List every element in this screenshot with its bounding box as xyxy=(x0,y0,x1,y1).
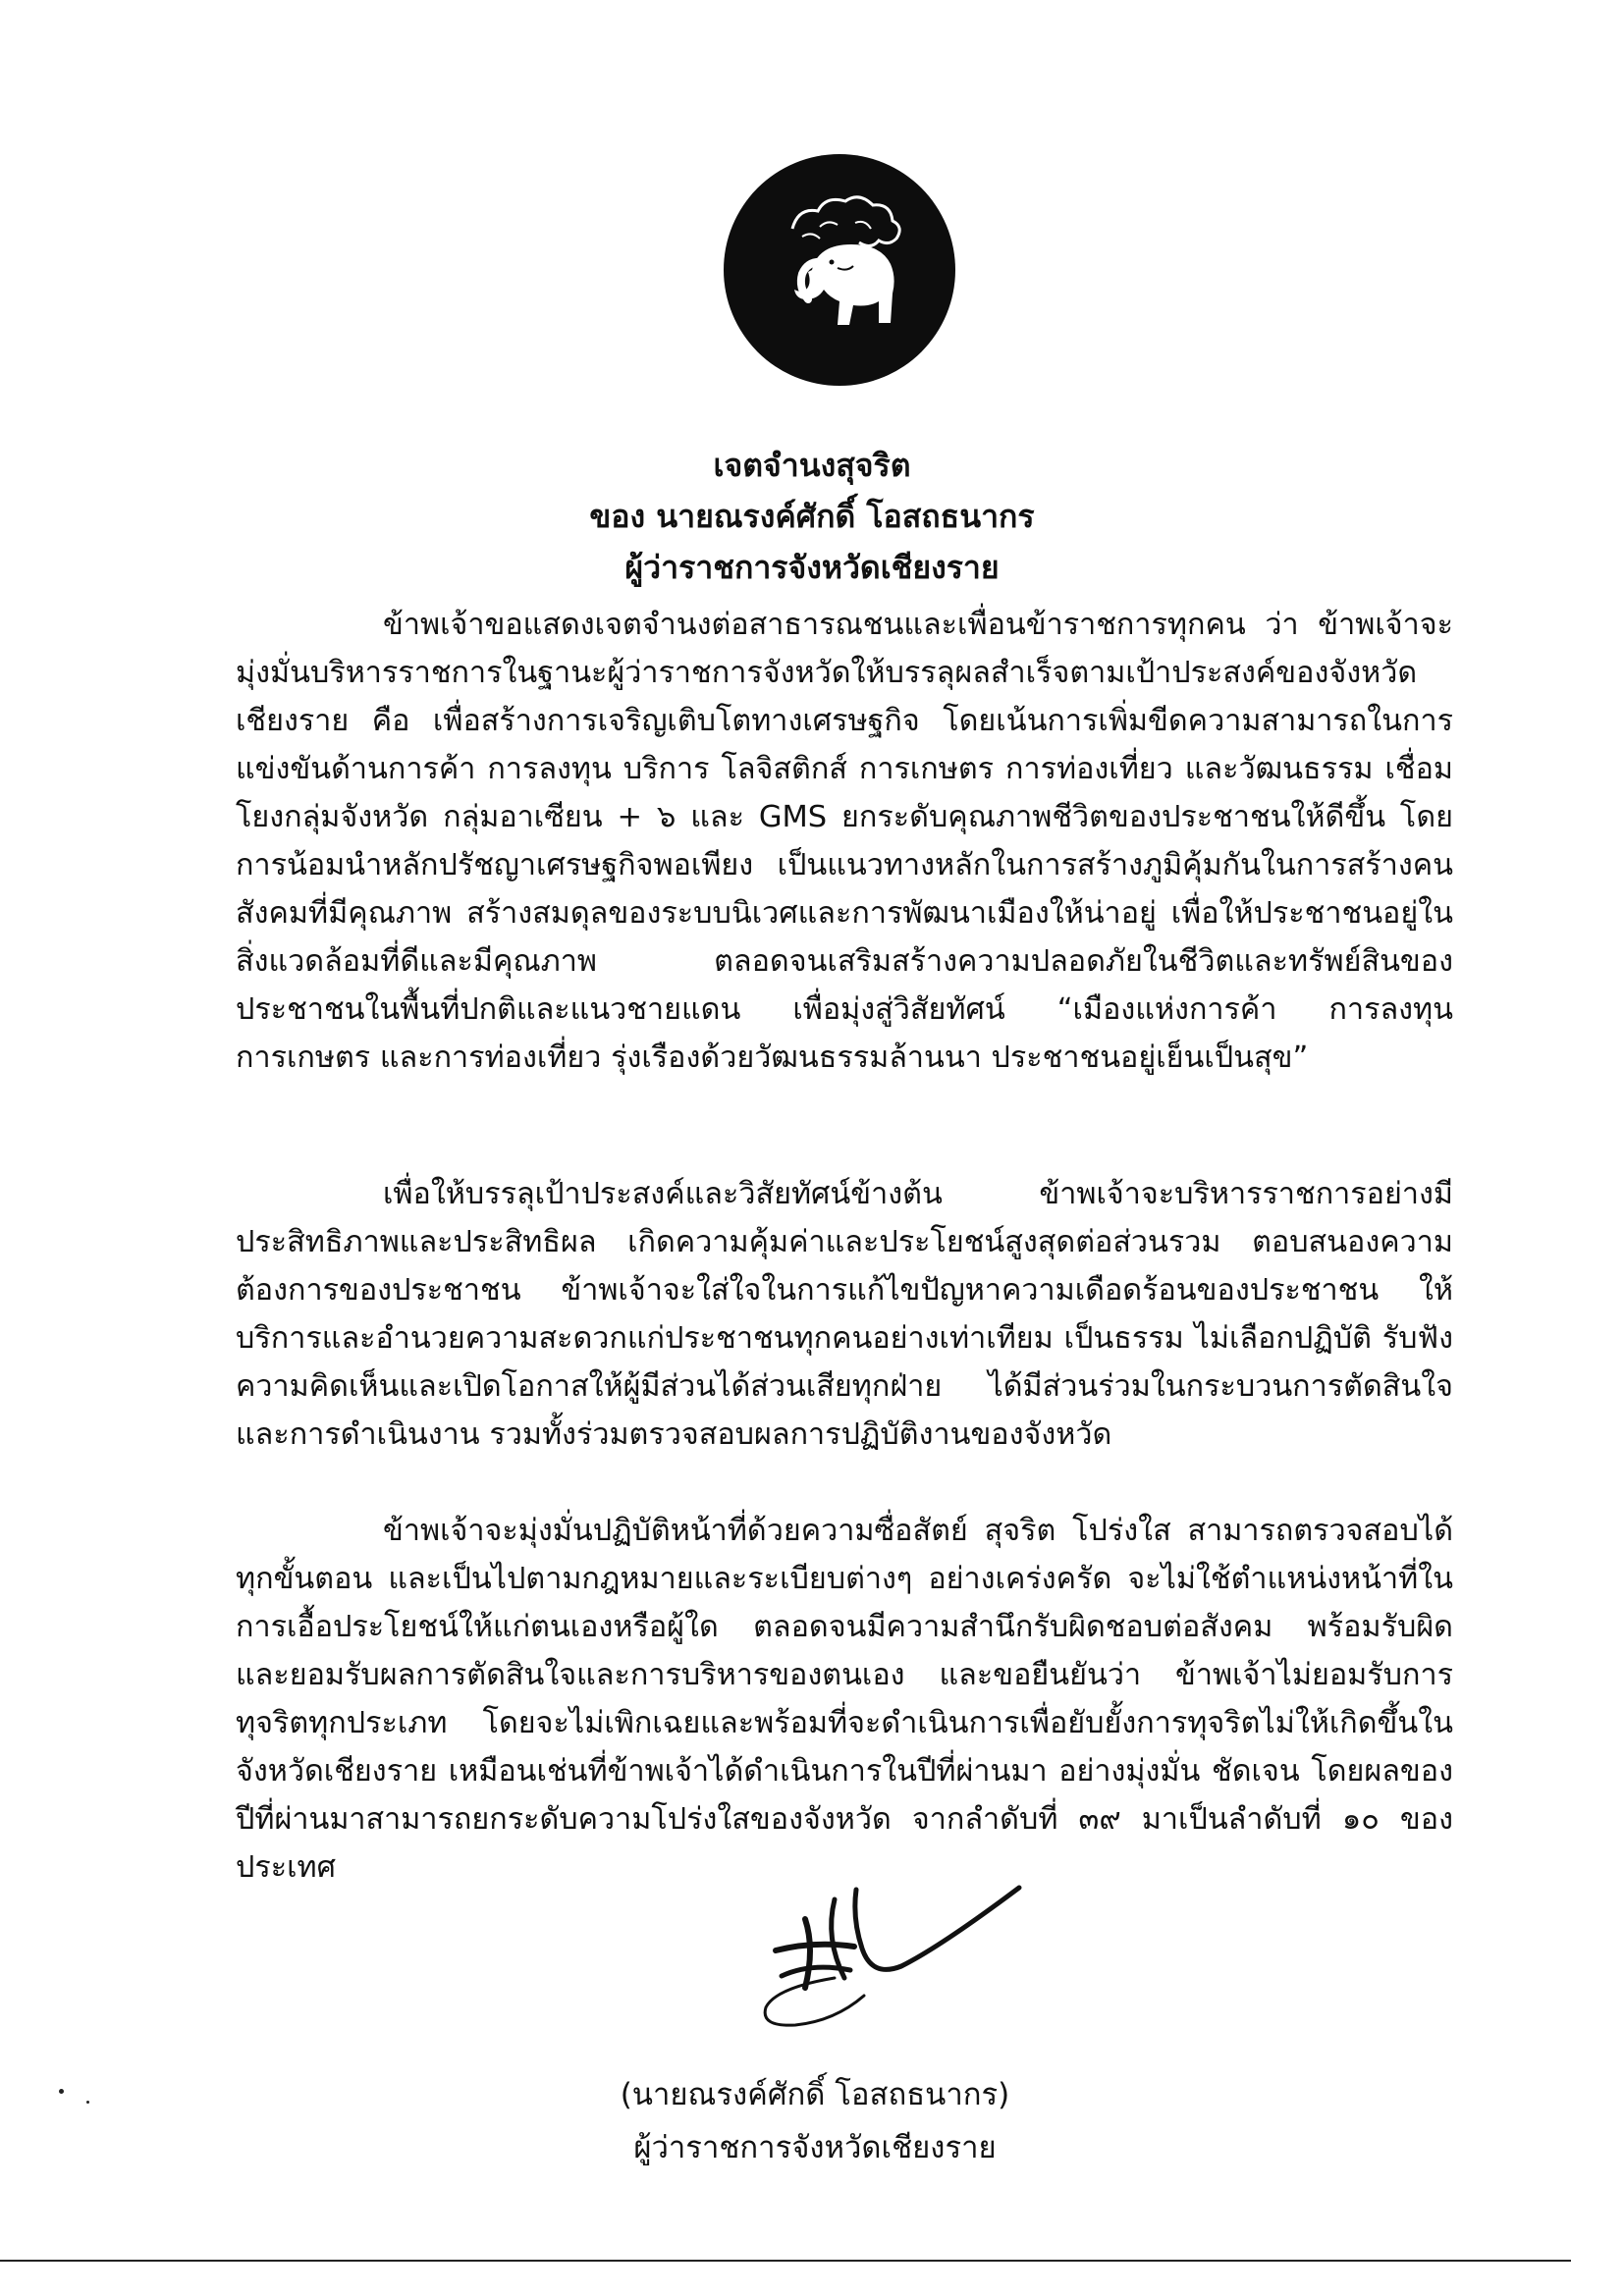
white-elephant-seal-icon xyxy=(722,152,957,388)
handwritten-signature xyxy=(687,1860,1080,2027)
paragraph-1: ข้าพเจ้าขอแสดงเจตจำนงต่อสาธารณชนและเพื่อนข้าราชการทุกคน ว่า ข้าพเจ้าจะมุ่งมั่นบริหารราชการในฐานะผู้ว่าราชการจังหวัดให้บรรลุผลสำเร็จตามเป้าประสงค์ของจังหวัดเชียงราย คือ เพื่อสร้างการเจริญเติบโตทางเศรษฐกิจ โดยเน้นการเพิ่มขีดความสามารถในการแข่งขันด้านการค้า การลงทุน บริการ โลจิสติกส์ การเกษตร การท่องเที่ยว และวัฒนธรรม เชื่อมโยงกลุ่มจังหวัด กลุ่มอาเซียน + ๖ และ GMS ยกระดับคุณภาพชีวิตของประชาชนให้ดีขึ้น โดยการน้อมนำหลักปรัชญาเศรษฐกิจพอเพียง เป็นแนวทางหลักในการสร้างภูมิคุ้มกันในการสร้างคน สังคมที่มีคุณภาพ สร้างสมดุลของระบบนิเวศและการพัฒนาเมืองให้น่าอยู่ เพื่อให้ประชาชนอยู่ในสิ่งแวดล้อมที่ดีและมีคุณภาพ ตลอดจนเสริมสร้างความปลอดภัยในชีวิตและทรัพย์สินของประชาชนในพื้นที่ปกติและแนวชายแดน เพื่อมุ่งสู่วิสัยทัศน์ “เมืองแห่งการค้า การลงทุน การเกษตร และการท่องเที่ยว รุ่งเรืองด้วยวัฒนธรรมล้านนา ประชาชนอยู่เย็นเป็นสุข” xyxy=(236,608,1453,1075)
scan-speck xyxy=(59,2089,64,2094)
paragraph-3-block xyxy=(236,1507,1453,1892)
scan-speck xyxy=(86,2101,89,2104)
paragraph-3: ข้าพเจ้าจะมุ่งมั่นปฏิบัติหน้าที่ด้วยความซื่อสัตย์ สุจริต โปร่งใส สามารถตรวจสอบได้ทุกขั้นตอน และเป็นไปตามกฎหมายและระเบียบต่างๆ อย่างเคร่งครัด จะไม่ใช้ตำแหน่งหน้าที่ในการเอื้อประโยชน์ให้แก่ตนเองหรือผู้ใด ตลอดจนมีความสำนึกรับผิดชอบต่อสังคม พร้อมรับผิดและยอมรับผลการตัดสินใจและการบริหารของตนเอง และขอยืนยันว่า ข้าพเจ้าไม่ยอมรับการทุจริตทุกประเภท โดยจะไม่เพิกเฉยและพร้อมที่จะดำเนินการเพื่อยับยั้งการทุจริตไม่ให้เกิดขึ้นในจังหวัดเชียงราย เหมือนเช่นที่ข้าพเจ้าได้ดำเนินการในปีที่ผ่านมา อย่างมุ่งมั่น ชัดเจน โดยผลของปีที่ผ่านมาสามารถยกระดับความโปร่งใสของจังหวัด จากลำดับที่ ๓๙ มาเป็นลำดับที่ ๑๐ ของประเทศ xyxy=(236,1514,1453,1885)
scan-edge-line xyxy=(0,2260,1571,2262)
paragraph-2-block xyxy=(236,1170,1453,1459)
document-heading xyxy=(0,440,1624,593)
signatory-title: ผู้ว่าราชการจังหวัดเชียงราย xyxy=(633,2130,997,2165)
paragraph-1-block xyxy=(236,601,1453,1082)
paragraph-2: เพื่อให้บรรลุเป้าประสงค์และวิสัยทัศน์ข้างต้น ข้าพเจ้าจะบริหารราชการอย่างมีประสิทธิภาพและประสิทธิผล เกิดความคุ้มค่าและประโยชน์สูงสุดต่อส่วนรวม ตอบสนองความต้องการของประชาชน ข้าพเจ้าจะใส่ใจในการแก้ไขปัญหาความเดือดร้อนของประชาชน ให้บริการและอำนวยความสะดวกแก่ประชาชนทุกคนอย่างเท่าเทียม เป็นธรรม ไม่เลือกปฏิบัติ รับฟังความคิดเห็นและเปิดโอกาสให้ผู้มีส่วนได้ส่วนเสียทุกฝ่าย ได้มีส่วนร่วมในกระบวนการตัดสินใจและการดำเนินงาน รวมทั้งร่วมตรวจสอบผลการปฏิบัติงานของจังหวัด xyxy=(236,1177,1453,1452)
heading-position: ผู้ว่าราชการจังหวัดเชียงราย xyxy=(624,549,1000,586)
signatory-name: (นายณรงค์ศักดิ์ โอสถธนากร) xyxy=(620,2077,1010,2112)
heading-title: เจตจำนงสุจริต xyxy=(713,447,911,484)
heading-owner: ของ นายณรงค์ศักดิ์ โอสถธนากร xyxy=(589,498,1035,535)
